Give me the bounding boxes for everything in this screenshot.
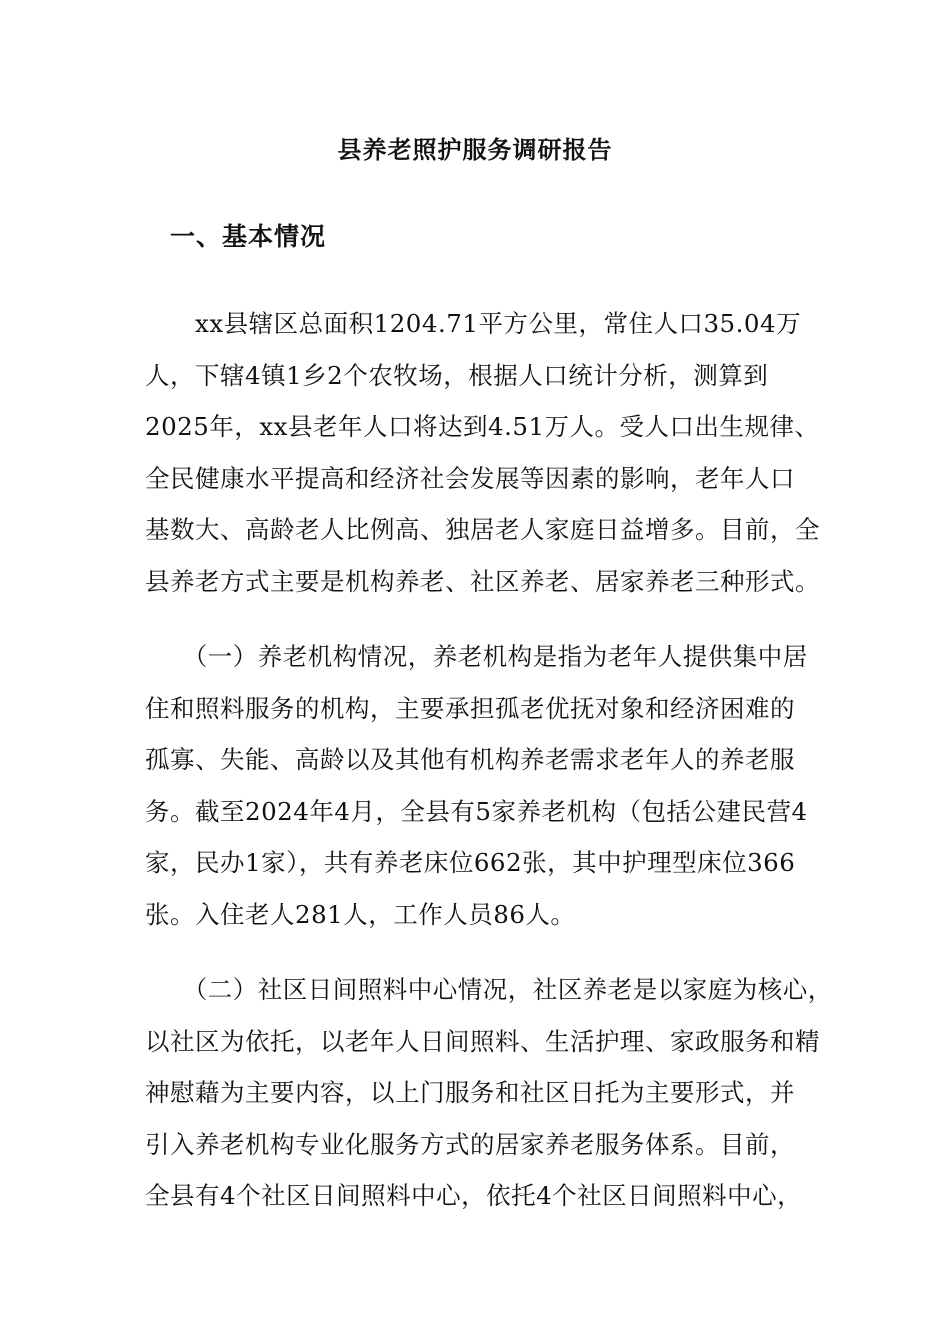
paragraph-line: 县养老方式主要是机构养老、社区养老、居家养老三种形式。 (145, 566, 820, 596)
paragraph-line: 2025年，xx县老年人口将达到4.51万人。受人口出生规律、 (145, 412, 820, 441)
paragraph-line: 以社区为依托，以老年人日间照料、生活护理、家政服务和精 (145, 1026, 820, 1056)
paragraph-line: 张。入住老人281人，工作人员86人。 (145, 899, 576, 929)
paragraph-line: 住和照料服务的机构，主要承担孤老优抚对象和经济困难的 (145, 693, 795, 723)
paragraph-line: 孤寡、失能、高龄以及其他有机构养老需求老年人的养老服 (145, 745, 795, 774)
document-title: 县养老照护服务调研报告 (337, 135, 613, 164)
section-heading-basic-situation: 一、基本情况 (170, 222, 327, 251)
paragraph-community-day-care (145, 964, 833, 1222)
paragraph-line: （一）养老机构情况，养老机构是指为老年人提供集中居 (145, 642, 808, 671)
paragraph-line: xx县辖区总面积1204.71平方公里，常住人口35.04万 (145, 309, 802, 338)
paragraph-line: 全民健康水平提高和经济社会发展等因素的影响，老年人口 (145, 463, 795, 493)
paragraph-line: 基数大、高龄老人比例高、独居老人家庭日益增多。目前，全 (145, 515, 820, 544)
paragraph-line: （二）社区日间照料中心情况，社区养老是以家庭为核心， (145, 975, 833, 1004)
paragraph-line: 神慰藉为主要内容，以上门服务和社区日托为主要形式，并 (145, 1078, 795, 1107)
paragraph-line: 务。截至2024年4月，全县有5家养老机构（包括公建民营4 (145, 796, 808, 826)
paragraph-elderly-institutions (145, 631, 810, 940)
paragraph-line: 引入养老机构专业化服务方式的居家养老服务体系。目前， (145, 1129, 795, 1159)
paragraph-line: 人，下辖4镇1乡2个农牧场，根据人口统计分析，测算到 (145, 360, 769, 390)
paragraph-line: 家，民办1家），共有养老床位662张，其中护理型床位366 (145, 848, 796, 877)
paragraph-line: 全县有4个社区日间照料中心，依托4个社区日间照料中心， (145, 1181, 803, 1210)
paragraph-overview (145, 298, 820, 607)
